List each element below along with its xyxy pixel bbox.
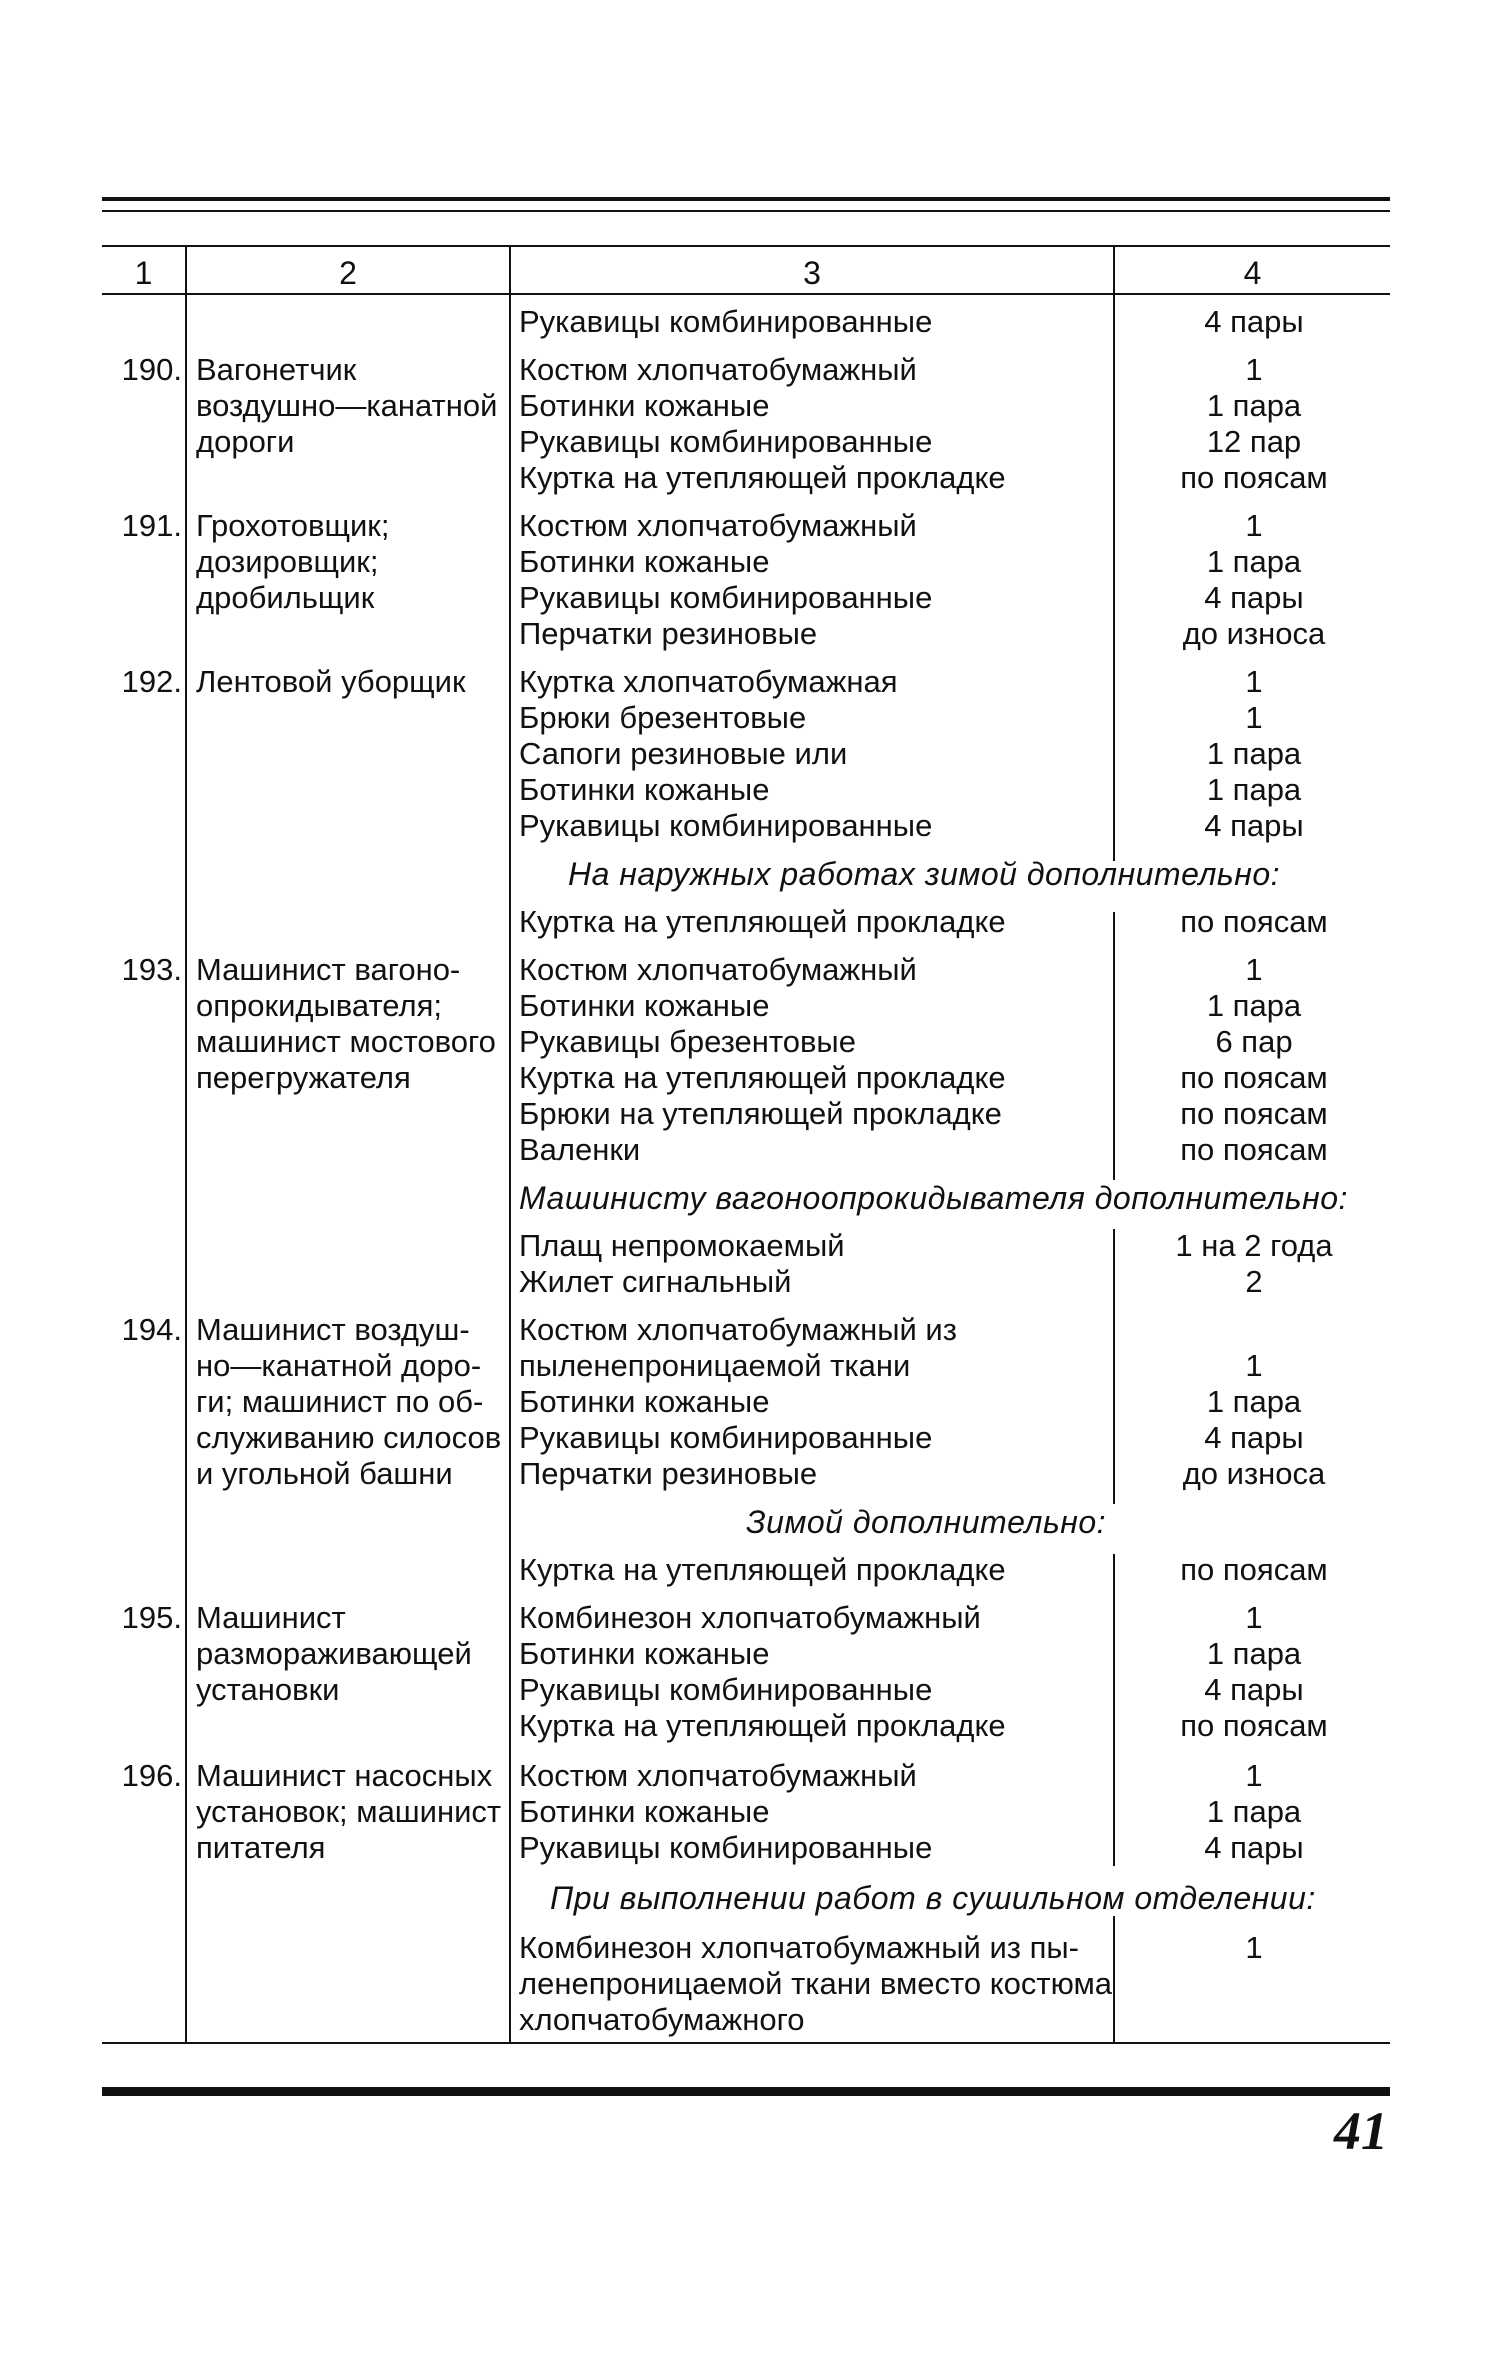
item-qty: до износа [1182, 616, 1326, 651]
item-name: Ботинки кожаные [519, 988, 770, 1023]
row-number: 192. [121, 664, 182, 699]
item-qty: по поясам [1180, 1060, 1328, 1095]
profession-line: дозировщик; [196, 544, 379, 579]
item-name: Куртка на утепляющей прокладке [519, 1552, 1006, 1587]
item-name: Куртка на утепляющей прокладке [519, 904, 1006, 939]
item-name: Комбинезон хлопчатобумажный из пы- [519, 1930, 1079, 1965]
item-qty: 2 [1245, 1264, 1263, 1299]
item-qty: 6 пар [1215, 1024, 1293, 1059]
item-name: Костюм хлопчатобумажный [519, 352, 917, 387]
profession-line: Вагонетчик [196, 352, 357, 387]
item-qty: 1 пара [1206, 1636, 1302, 1671]
item-qty: по поясам [1180, 460, 1328, 495]
item-name: Рукавицы комбинированные [519, 424, 933, 459]
item-name: Костюм хлопчатобумажный [519, 508, 917, 543]
item-qty: 1 [1245, 352, 1263, 387]
profession-line: дробильщик [196, 580, 375, 615]
item-name: Ботинки кожаные [519, 772, 770, 807]
section-note: На наружных работах зимой дополнительно: [568, 856, 1281, 892]
profession-line: Машинист насосных [196, 1758, 493, 1793]
item-qty: 1 пара [1206, 772, 1302, 807]
header-col-2: 2 [339, 255, 357, 291]
profession-line: Лентовой уборщик [196, 664, 466, 699]
item-qty: 1 [1245, 1600, 1263, 1635]
item-name: Куртка хлопчатобумажная [519, 664, 898, 699]
item-name: ленепроницаемой ткани вместо костюма [519, 1966, 1113, 2001]
item-name: Рукавицы комбинированные [519, 1830, 933, 1865]
item-qty: 1 пара [1206, 736, 1302, 771]
profession-line: размораживающей [196, 1636, 472, 1671]
profession-line: но—канатной доро- [196, 1348, 482, 1383]
item-name: Костюм хлопчатобумажный из [519, 1312, 957, 1347]
header-col-3: 3 [803, 255, 821, 291]
profession-line: Машинист вагоно- [196, 952, 461, 987]
item-name: Куртка на утепляющей прокладке [519, 1708, 1006, 1743]
profession-line: Грохотовщик; [196, 508, 390, 543]
table-bottom-line [102, 2042, 1390, 2044]
section-note: При выполнении работ в сушильном отделении: [550, 1880, 1316, 1916]
item-name: Сапоги резиновые или [519, 736, 848, 771]
profession-line: питателя [196, 1830, 326, 1865]
item-name: хлопчатобумажного [519, 2002, 805, 2037]
item-qty: 1 [1245, 952, 1263, 987]
item-qty: 4 пары [1204, 1672, 1304, 1707]
item-qty: 1 [1245, 700, 1263, 735]
header-col-1: 1 [134, 255, 153, 291]
profession-line: ги; машинист по об- [196, 1384, 484, 1419]
item-qty: 1 на 2 года [1175, 1228, 1333, 1263]
item-name: Жилет сигнальный [519, 1264, 792, 1299]
item-name: Рукавицы комбинированные [519, 808, 933, 843]
item-qty: по поясам [1180, 1552, 1328, 1587]
item-name: Рукавицы комбинированные [519, 304, 933, 339]
item-qty: по поясам [1180, 1132, 1328, 1167]
item-name: Брюки брезентовые [519, 700, 807, 735]
profession-line: воздушно—канатной [196, 388, 498, 423]
item-name: Рукавицы брезентовые [519, 1024, 856, 1059]
section-note: Зимой дополнительно: [746, 1504, 1107, 1540]
bottom-thick-rule [102, 2087, 1390, 2096]
item-name: Ботинки кожаные [519, 1794, 770, 1829]
item-name: Брюки на утепляющей прокладке [519, 1096, 1002, 1131]
item-name: Куртка на утепляющей прокладке [519, 460, 1006, 495]
item-name: Плащ непромокаемый [519, 1228, 845, 1263]
profession-line: дороги [196, 424, 295, 459]
row-number: 193. [121, 952, 182, 987]
item-name: Ботинки кожаные [519, 388, 770, 423]
item-qty: 12 пар [1206, 424, 1302, 459]
row-number: 195. [121, 1600, 182, 1635]
profession-line: машинист мостового [196, 1024, 496, 1059]
profession-line: установки [196, 1672, 340, 1707]
item-qty: 4 пары [1204, 580, 1304, 615]
profession-line: Машинист [196, 1600, 346, 1635]
item-name: Костюм хлопчатобумажный [519, 1758, 917, 1793]
item-name: пыленепроницаемой ткани [519, 1348, 911, 1383]
item-qty: 1 [1245, 664, 1263, 699]
item-qty: 1 пара [1206, 1794, 1302, 1829]
item-qty: 4 пары [1204, 304, 1304, 339]
item-name: Ботинки кожаные [519, 1384, 770, 1419]
item-qty: по поясам [1180, 1096, 1328, 1131]
item-qty: 4 пары [1204, 1420, 1304, 1455]
header-bottom-line [102, 293, 1390, 295]
header-top-line [102, 245, 1390, 247]
item-name: Куртка на утепляющей прокладке [519, 1060, 1006, 1095]
top-rule-1 [102, 197, 1390, 201]
row-number: 196. [121, 1758, 182, 1793]
item-name: Валенки [519, 1132, 641, 1167]
col-divider-1 [185, 245, 187, 2044]
item-qty: 1 пара [1206, 1384, 1302, 1419]
item-name: Рукавицы комбинированные [519, 580, 933, 615]
item-name: Комбинезон хлопчатобумажный [519, 1600, 981, 1635]
item-name: Рукавицы комбинированные [519, 1672, 933, 1707]
item-qty: 1 [1245, 1348, 1263, 1383]
item-qty: 4 пары [1204, 808, 1304, 843]
section-note: Машинисту вагоноопрокидывателя дополнительно: [519, 1180, 1348, 1216]
item-qty: 1 пара [1206, 544, 1302, 579]
item-qty: 1 пара [1206, 988, 1302, 1023]
profession-line: служиванию силосов [196, 1420, 502, 1455]
item-qty: 1 [1245, 1930, 1263, 1965]
row-number: 194. [121, 1312, 182, 1347]
item-name: Ботинки кожаные [519, 544, 770, 579]
profession-line: установок; машинист [196, 1794, 502, 1829]
item-qty: 1 [1245, 1758, 1263, 1793]
profession-line: опрокидывателя; [196, 988, 442, 1023]
row-number: 190. [121, 352, 182, 387]
profession-line: перегружателя [196, 1060, 411, 1095]
item-name: Рукавицы комбинированные [519, 1420, 933, 1455]
col-divider-2 [509, 245, 511, 2044]
header-col-4: 4 [1243, 255, 1262, 291]
item-name: Ботинки кожаные [519, 1636, 770, 1671]
item-name: Костюм хлопчатобумажный [519, 952, 917, 987]
item-qty: по поясам [1180, 1708, 1328, 1743]
item-name: Перчатки резиновые [519, 616, 818, 651]
item-qty: по поясам [1180, 904, 1328, 939]
profession-line: и угольной башни [196, 1456, 453, 1491]
row-number: 191. [121, 508, 182, 543]
top-rule-2 [102, 210, 1390, 212]
profession-line: Машинист воздуш- [196, 1312, 470, 1347]
item-qty: 1 [1245, 508, 1263, 543]
item-name: Перчатки резиновые [519, 1456, 818, 1491]
item-qty: 4 пары [1204, 1830, 1304, 1865]
item-qty: 1 пара [1206, 388, 1302, 423]
item-qty: до износа [1182, 1456, 1326, 1491]
page-number: 41 [1334, 2101, 1388, 2161]
